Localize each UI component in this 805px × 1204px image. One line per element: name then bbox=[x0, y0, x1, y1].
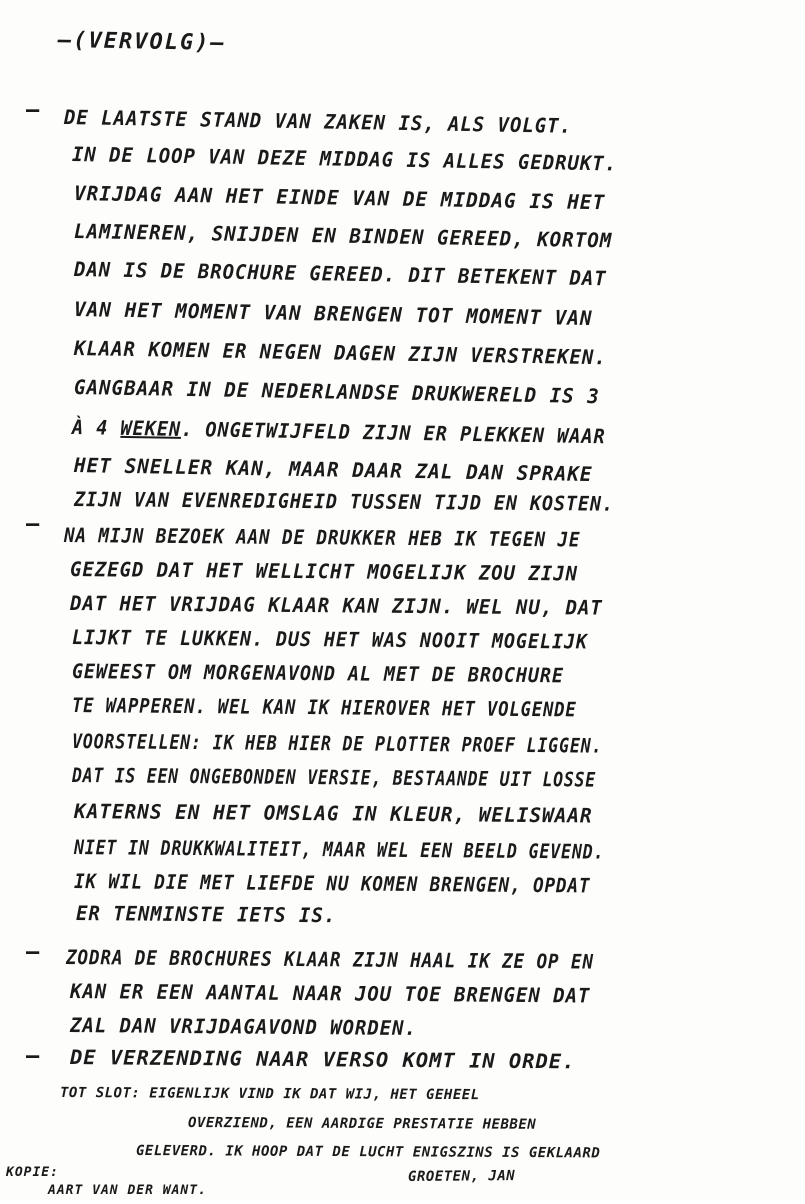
paragraph-2-line: IK WIL DIE MET LIEFDE NU KOMEN BRENGEN, OPDAT bbox=[73, 869, 591, 898]
paragraph-3-bullet: — bbox=[26, 940, 40, 965]
paragraph-1-line: KLAAR KOMEN ER NEGEN DAGEN ZIJN VERSTREKEN. bbox=[73, 336, 607, 370]
paragraph-1-line: DE LAATSTE STAND VAN ZAKEN IS, ALS VOLGT. bbox=[63, 105, 573, 138]
paragraph-1-line: ZIJN VAN EVENREDIGHEID TUSSEN TIJD EN KOSTEN. bbox=[73, 487, 614, 516]
paragraph-2-bullet: – bbox=[26, 512, 40, 537]
paragraph-2-line: GEZEGD DAT HET WELLICHT MOGELIJK ZOU ZIJN bbox=[69, 557, 579, 586]
paragraph-2-line: GEWEEST OM MORGENAVOND AL MET DE BROCHURE bbox=[71, 659, 564, 688]
paragraph-2-line: LIJKT TE LUKKEN. DUS HET WAS NOOIT MOGELIJK bbox=[71, 625, 588, 654]
paragraph-1-line: VRIJDAG AAN HET EINDE VAN DE MIDDAG IS HET bbox=[73, 181, 606, 215]
prefix-a-4: À 4 bbox=[71, 415, 121, 440]
paragraph-1-line: LAMINEREN, SNIJDEN EN BINDEN GEREED, KORTOM bbox=[73, 219, 613, 253]
line-rest: . ONGETWIJFELD ZIJN ER PLEKKEN WAAR bbox=[180, 416, 606, 449]
paragraph-3-line: ZODRA DE BROCHURES KLAAR ZIJN HAAL IK ZE OP EN bbox=[65, 945, 594, 974]
letter-heading: —(VERVOLG)— bbox=[57, 28, 226, 56]
paragraph-2-line: ER TENMINSTE IETS IS. bbox=[75, 901, 337, 928]
paragraph-1-line: HET SNELLER KAN, MAAR DAAR ZAL DAN SPRAKE bbox=[73, 453, 593, 487]
paragraph-2-line: KATERNS EN HET OMSLAG IN KLEUR, WELISWAAR bbox=[73, 799, 593, 828]
closing-line: TOT SLOT: EIGENLIJK VIND IK DAT WIJ, HET GEHEEL bbox=[59, 1085, 480, 1104]
paragraph-3-line: KAN ER EEN AANTAL NAAR JOU TOE BRENGEN DAT bbox=[69, 979, 591, 1008]
paragraph-2-line: NA MIJN BEZOEK AAN DE DRUKKER HEB IK TEGEN JE bbox=[63, 523, 581, 552]
paragraph-1-line: IN DE LOOP VAN DEZE MIDDAG IS ALLES GEDRUKT. bbox=[71, 142, 618, 176]
underlined-word: WEKEN bbox=[120, 415, 182, 441]
paragraph-4-bullet: — bbox=[26, 1044, 40, 1069]
copy-name: AART VAN DER WANT. bbox=[48, 1183, 207, 1198]
paragraph-2-line: TE WAPPEREN. WEL KAN IK HIEROVER HET VOLGENDE bbox=[71, 693, 577, 722]
paragraph-2-line: VOORSTELLEN: IK HEB HIER DE PLOTTER PROEF LIGGEN. bbox=[71, 729, 603, 758]
paragraph-1-line-with-underline bbox=[72, 414, 606, 449]
paragraph-2-line: DAT HET VRIJDAG KLAAR KAN ZIJN. WEL NU, DAT bbox=[69, 591, 603, 620]
closing-line: GELEVERD. IK HOOP DAT DE LUCHT ENIGSZINS IS GEKLAARD bbox=[135, 1143, 601, 1162]
closing-line: OVERZIEND, EEN AARDIGE PRESTATIE HEBBEN bbox=[187, 1115, 537, 1133]
copy-label: KOPIE: bbox=[6, 1165, 59, 1180]
paragraph-1-line: GANGBAAR IN DE NEDERLANDSE DRUKWERELD IS 3 bbox=[73, 375, 600, 409]
paragraph-2-line: DAT IS EEN ONGEBONDEN VERSIE, BESTAANDE UIT LOSSE bbox=[71, 763, 597, 792]
paragraph-1-line: VAN HET MOMENT VAN BRENGEN TOT MOMENT VAN bbox=[73, 297, 593, 331]
closing-greeting: GROETEN, JAN bbox=[407, 1168, 516, 1185]
paragraph-2-line: NIET IN DRUKKWALITEIT, MAAR WEL EEN BEELD GEVEND. bbox=[73, 835, 605, 864]
paragraph-4-line: DE VERZENDING NAAR VERSO KOMT IN ORDE. bbox=[69, 1045, 576, 1074]
paragraph-3-line: ZAL DAN VRIJDAGAVOND WORDEN. bbox=[69, 1013, 417, 1041]
paragraph-1-line: DAN IS DE BROCHURE GEREED. DIT BETEKENT DAT bbox=[73, 257, 607, 291]
paragraph-1-bullet: – bbox=[26, 98, 40, 123]
